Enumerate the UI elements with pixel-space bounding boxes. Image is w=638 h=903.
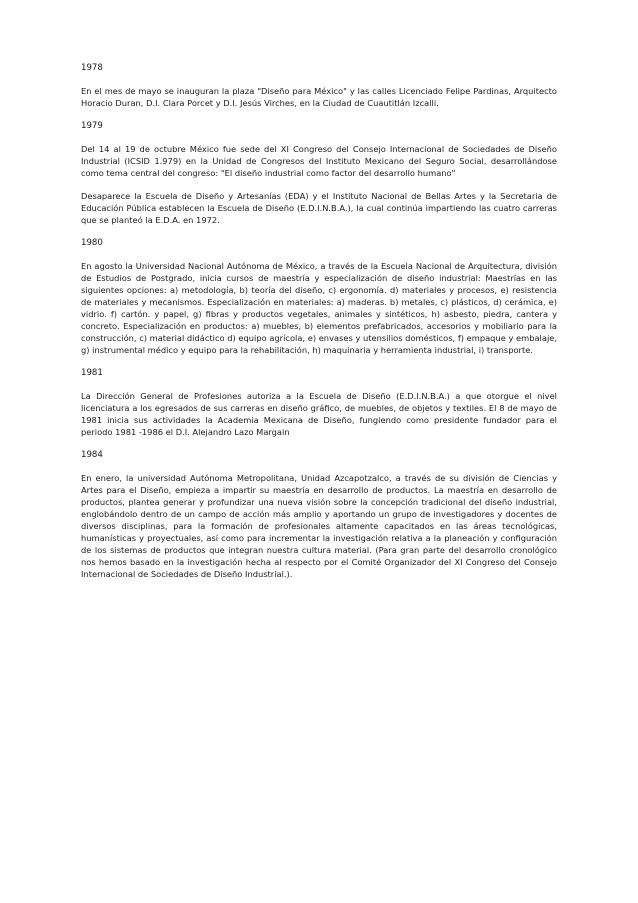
document-body (81, 62, 557, 591)
section-1981 (81, 367, 557, 438)
section-year: 1979 (81, 121, 103, 131)
section-paragraph: Desaparece la Escuela de Diseño y Artesanías (EDA) y el Instituto Nacional de Bellas Artes y la Secretaria de Educación Pública establecen la Escuela de Diseño (E.D.I.N.B.A.), la cual continúa impartiendo las cuatro carreras que se planteó la E.D.A. en 1972. (81, 191, 557, 225)
section-1979 (81, 120, 557, 226)
section-paragraph: En agosto la Universidad Nacional Autónoma de México, a través de la Escuela Nacional de Arquitectura, división de Estudios de Postgrado, inicia cursos de maestría y especialización de diseño industrial: Maestrías en las siguientes opciones: a) metodología, b) teoría del diseño, c) ergonomía. d) materiales y procesos, e) resistencia de materiales y mecanismos. Especialización en materiales: a) maderas. b) metales, c) plásticos, d) cerámica, e) vidrio. f) cartón. y papel, g) fibras y productos vegetales, animales y sintéticos, h) asbesto, piedra, cantera y concreto. Especialización en productos: a) muebles, b) elementos prefabricados, accesorios y mobiliario para la construcción, c) material didáctico d) equipo agrícola, e) envases y utensilios domésticos, f) empaque y embalaje, g) instrumental médico y equipo para la rehabilitación, h) maquinaria y herramienta industrial, i) transporte. (81, 261, 557, 355)
section-year: 1978 (81, 63, 103, 73)
section-1980 (81, 237, 557, 356)
section-1978 (81, 62, 557, 109)
section-paragraph: Del 14 al 19 de octubre México fue sede del XI Congreso del Consejo Internacional de Sociedades de Diseño Industrial (ICSID 1.979) en la Unidad de Congresos del Instituto Mexicano del Seguro Social, desarrollándose como tema central del congreso: "El diseño industrial como factor del desarrollo humano" (81, 144, 557, 178)
section-paragraph: En el mes de mayo se inauguran la plaza "Diseño para México" y las calles Licenciado Felipe Pardinas, Arquitecto Horacio Duran, D.I. Clara Porcet y D.I. Jesús Virches, en la Ciudad de Cuautitlán Izcalli. (81, 86, 557, 108)
section-year: 1980 (81, 238, 103, 248)
section-year: 1984 (81, 450, 103, 460)
section-paragraph: La Dirección General de Profesiones autoriza a la Escuela de Diseño (E.D.I.N.B.A.) a que otorgue el nivel licenciatura a los egresados de sus carreras en diseño gráfico, de muebles, de objetos y textiles. El 8 de mayo de 1981 inicia sus actividades la Academia Mexicana de Diseño, fungiendo como presidente fundador para el periodo 1981 -1986 el D.I. Alejandro Lazo Margain (81, 391, 557, 437)
section-1984 (81, 449, 557, 580)
section-year: 1981 (81, 368, 103, 378)
section-paragraph: En enero, la universidad Autónoma Metropolitana, Unidad Azcapotzalco, a través de su división de Ciencias y Artes para el Diseño, empieza a impartir su maestría en desarrollo de productos. La maestría en desarrollo de productos, plantea generar y profundizar una nueva visión sobre la concepción tradicional del diseño industrial, englobándolo dentro de un campo de acción más amplio y aportando un grupo de investigadores y docentes de diversos disciplinas, para la formación de profesionales altamente capacitados en las áreas tecnológicas, humanísticas y proyectuales, así como para incrementar la investigación relativa a la planeación y configuración de los sistemas de productos que integran nuestra cultura material. (Para gran parte del desarrollo cronológico nos hemos basado en la investigación hecha al respecto por el Comité Organizador del XI Congreso del Consejo Internacional de Sociedades de Diseño Industrial.). (81, 473, 557, 579)
